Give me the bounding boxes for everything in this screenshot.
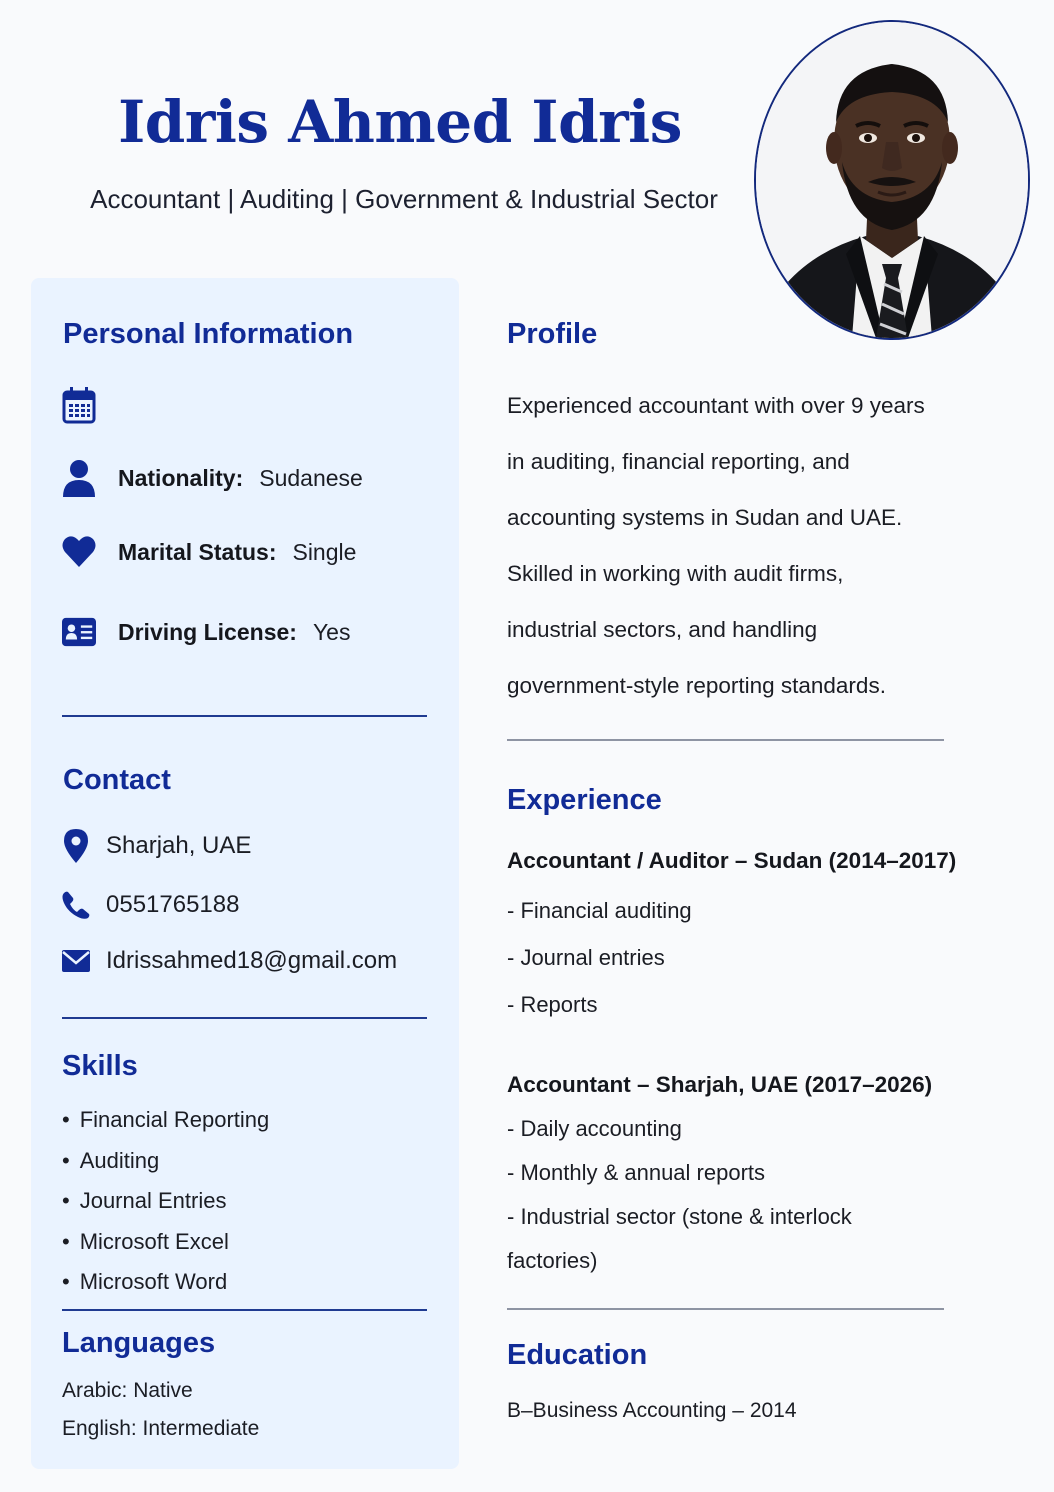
skill-item: • Auditing <box>62 1141 269 1182</box>
profile-line: industrial sectors, and handling <box>507 617 818 642</box>
envelope-icon <box>62 944 90 978</box>
profile-line: in auditing, financial reporting, and <box>507 449 850 474</box>
left-divider-3 <box>62 1309 427 1311</box>
contact-location <box>62 826 251 866</box>
profile-heading: Profile <box>507 318 598 350</box>
education-heading: Education <box>507 1339 648 1371</box>
id-card-icon <box>62 613 96 651</box>
nationality-value: Sudanese <box>259 464 363 491</box>
skills-list <box>62 1100 269 1303</box>
candidate-name: Idris Ahmed Idris <box>118 88 682 156</box>
left-divider-1 <box>62 715 427 717</box>
language-item: Arabic: Native <box>62 1379 193 1402</box>
marital-status-value: Single <box>292 538 357 565</box>
contact-phone <box>62 885 239 925</box>
personal-info-heading: Personal Information <box>63 318 354 350</box>
info-row-birthdate <box>62 385 118 425</box>
profile-summary <box>507 378 957 714</box>
profile-line: government-style reporting standards. <box>507 673 886 698</box>
driving-license-value: Yes <box>312 618 351 645</box>
profile-line: Skilled in working with audit firms, <box>507 561 844 586</box>
marital-status-label: Marital Status: <box>118 538 277 565</box>
job-bullet: - Monthly & annual reports <box>507 1160 766 1185</box>
job-title: Accountant – Sharjah, UAE (2017–2026) <box>507 1072 933 1097</box>
skills-heading: Skills <box>62 1050 138 1082</box>
job-bullet: - Financial auditing <box>507 898 692 923</box>
skill-item: • Journal Entries <box>62 1181 269 1222</box>
job-bullet: - Reports <box>507 992 598 1017</box>
nationality-label: Nationality: <box>118 464 244 491</box>
job-bullet: - Industrial sector (stone & interlock <box>507 1204 852 1229</box>
profile-line: Experienced accountant with over 9 years <box>507 393 925 418</box>
skill-item: • Financial Reporting <box>62 1100 269 1141</box>
job-bullet: factories) <box>507 1248 598 1273</box>
person-icon <box>62 459 96 497</box>
job-bullet: - Journal entries <box>507 945 665 970</box>
job-title: Accountant / Auditor – Sudan (2014–2017) <box>507 848 957 873</box>
right-divider-1 <box>507 739 944 741</box>
skill-item: • Microsoft Excel <box>62 1222 269 1263</box>
profile-photo <box>754 20 1030 340</box>
left-divider-2 <box>62 1017 427 1019</box>
phone-text[interactable]: 0551765188 <box>106 891 240 918</box>
experience-heading: Experience <box>507 784 662 816</box>
location-text: Sharjah, UAE <box>106 832 252 859</box>
job-bullet: - Daily accounting <box>507 1116 682 1141</box>
skill-item: • Microsoft Word <box>62 1262 269 1303</box>
contact-email <box>62 941 397 981</box>
language-item: English: Intermediate <box>62 1417 260 1440</box>
phone-icon <box>62 888 90 922</box>
right-divider-2 <box>507 1308 944 1310</box>
info-row-driving-license <box>62 612 350 652</box>
email-text[interactable]: Idrissahmed18@gmail.com <box>106 947 398 974</box>
languages-heading: Languages <box>62 1327 216 1359</box>
education-item: B–Business Accounting – 2014 <box>507 1399 797 1422</box>
location-pin-icon <box>62 829 90 863</box>
calendar-icon <box>62 386 96 424</box>
heart-icon <box>62 533 96 571</box>
contact-heading: Contact <box>63 764 171 796</box>
candidate-headline: Accountant | Auditing | Government & Industrial Sector <box>90 184 718 214</box>
info-row-marital-status <box>62 532 356 572</box>
info-row-nationality <box>62 458 363 498</box>
profile-line: accounting systems in Sudan and UAE. <box>507 505 903 530</box>
driving-license-label: Driving License: <box>118 618 297 645</box>
